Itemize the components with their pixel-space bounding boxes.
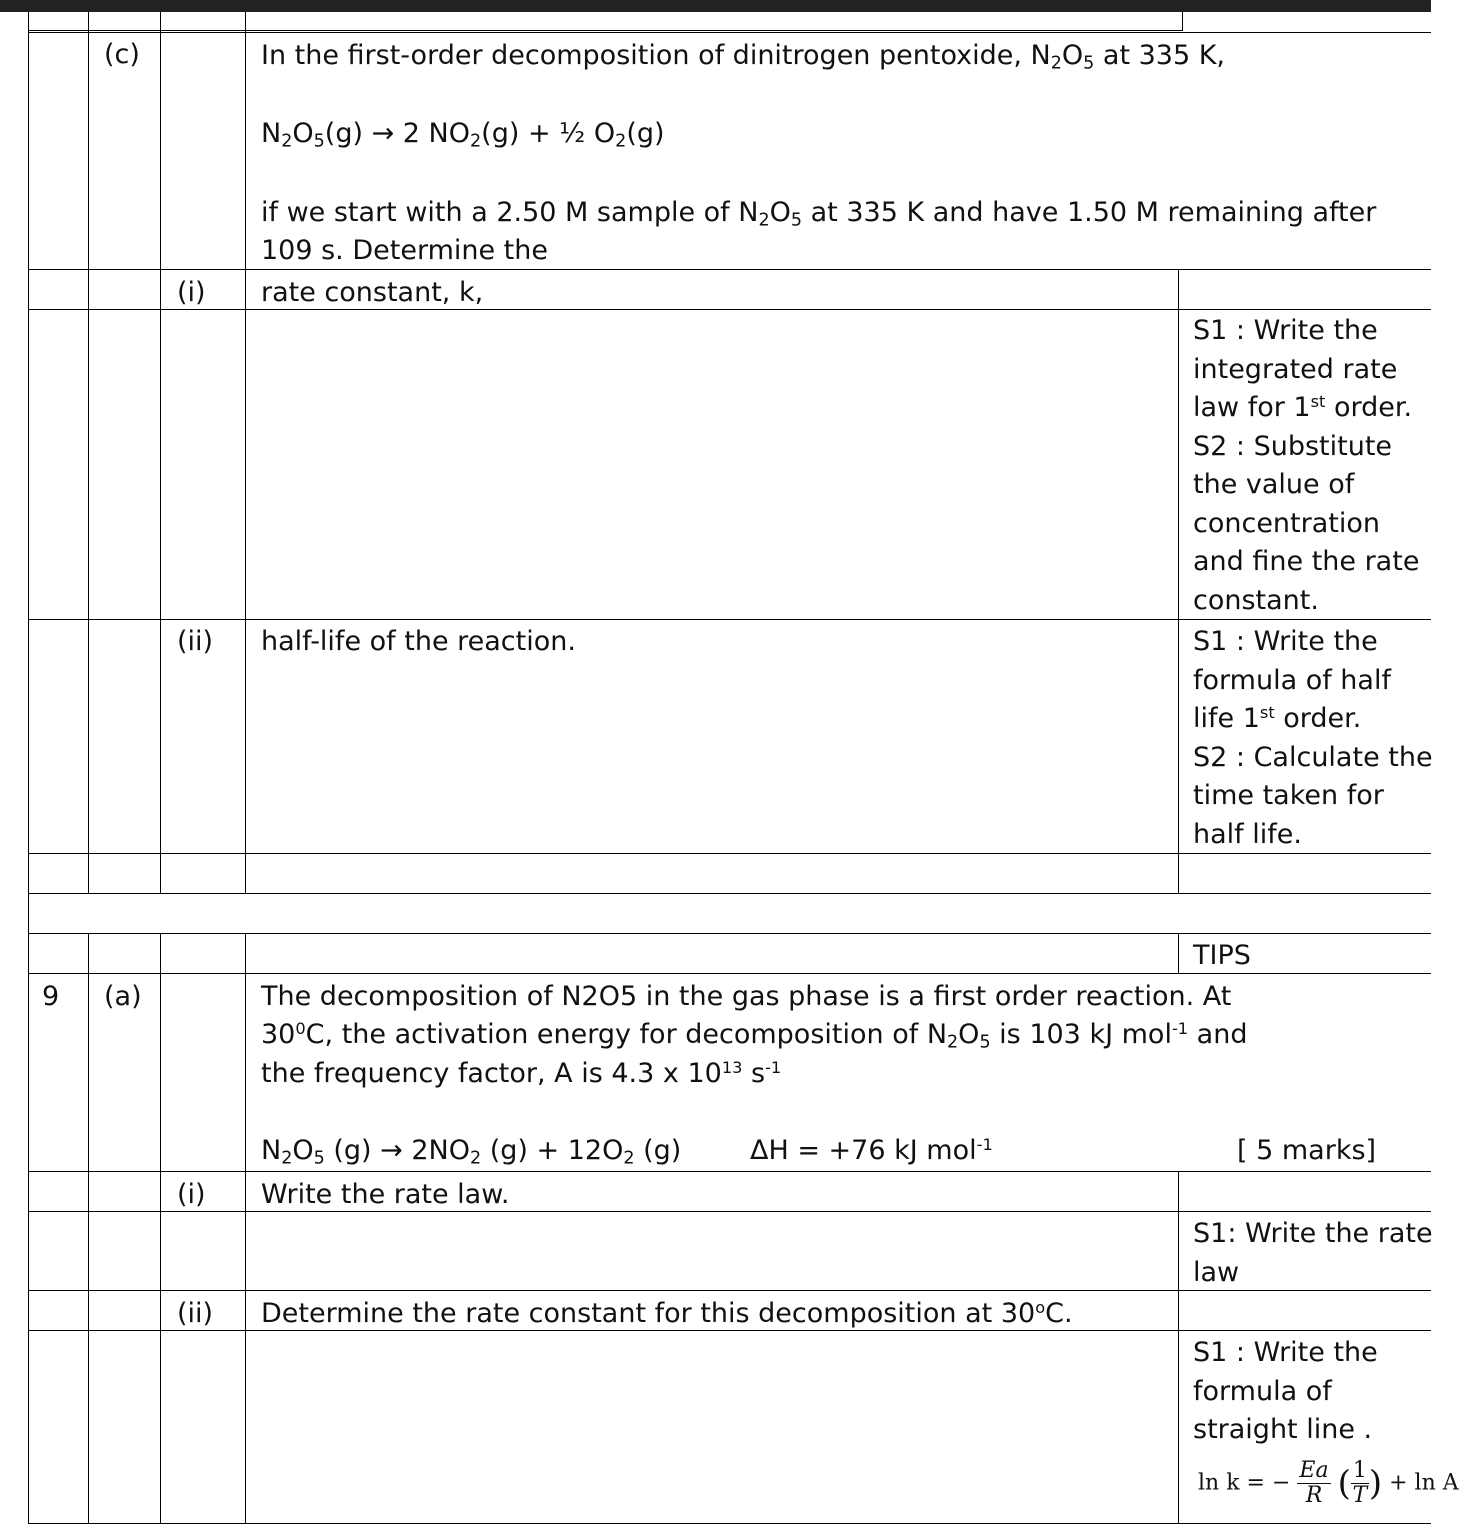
part-label-c: (c) bbox=[104, 39, 140, 70]
col-rule bbox=[160, 933, 161, 1524]
row-rule bbox=[28, 933, 1431, 934]
q9-tips-ii: S1 : Write the formula of straight line . bbox=[1193, 1337, 1378, 1445]
tips-steps-i: S1 : Write the integrated rate law for 1st order. S2 : Substitute the value of concentration and fine the rate constant. bbox=[1193, 315, 1420, 616]
question-number-9: 9 bbox=[42, 981, 60, 1012]
q9-enthalpy: ΔH = +76 kJ mol$^{-1}$ bbox=[750, 1135, 993, 1166]
q9-intro-line2: $30^0C$, the activation energy for decomposition of $N_2O_5$ is 103 kJ mol$^{-1}$ and bbox=[261, 1019, 1248, 1053]
col-rule bbox=[1178, 269, 1179, 894]
col-rule bbox=[1178, 933, 1179, 973]
tips-steps-ii: S1 : Write the formula of half life 1st order. S2 : Calculate the time taken for half life. bbox=[1193, 626, 1433, 850]
subpart-label-i: (i) bbox=[177, 277, 206, 308]
col-rule bbox=[245, 933, 246, 1524]
row-rule bbox=[28, 32, 1431, 33]
q9-equation: $N_2O_5$ $(g) \to 2NO_2$ $(g) + 12O_2$ (g) bbox=[261, 1135, 682, 1169]
row-rule bbox=[28, 269, 1431, 270]
q8c-statement-line2: 109 s. Determine the bbox=[261, 235, 548, 266]
row-rule bbox=[28, 893, 1431, 894]
window-top-bar bbox=[0, 0, 1431, 12]
q8c-intro: In the first-order decomposition of dinitrogen pentoxide, $N_2O_5$ at 335 K, bbox=[261, 40, 1226, 74]
row-rule bbox=[28, 309, 1431, 310]
fraction-ea-over-r: $\frac{Ea}{R}$ bbox=[1299, 1458, 1329, 1508]
fraction-one-over-t: $\frac{1}{T}$ bbox=[1352, 1458, 1368, 1508]
subpart-question-ii: half-life of the reaction. bbox=[261, 626, 576, 657]
arrhenius-formula: ln k = − $\frac{Ea}{R}$ ( $\frac{1}{T}$ ) + ln A bbox=[1198, 1458, 1459, 1508]
q8c-statement-line1: if we start with a 2.50 M sample of $N_2O_5$ at 335 K and have 1.50 M remaining after bbox=[261, 197, 1377, 231]
q9-subpart-label-i: (i) bbox=[177, 1179, 206, 1210]
col-rule bbox=[1178, 1171, 1179, 1524]
q9-marks: [ 5 marks] bbox=[1237, 1135, 1377, 1166]
col-rule bbox=[88, 12, 89, 894]
q8c-equation: $N_2O_5(g) \to 2$ $NO_2(g)$ + ½ $O_2(g)$ bbox=[261, 118, 665, 152]
row-rule bbox=[28, 30, 1183, 31]
row-rule bbox=[28, 1523, 1431, 1524]
q9-intro-line1: The decomposition of N2O5 in the gas phase is a first order reaction. At bbox=[261, 981, 1232, 1012]
row-rule bbox=[28, 1171, 1431, 1172]
col-rule bbox=[1182, 12, 1183, 30]
q9-subpart-label-ii: (ii) bbox=[177, 1298, 214, 1329]
subpart-label-ii: (ii) bbox=[177, 626, 214, 657]
q9-intro-line3: the frequency factor, A is 4.3 x $10^{13}$ $s^{-1}$ bbox=[261, 1058, 782, 1089]
q9-subpart-question-ii: Determine the rate constant for this decomposition at 30$^o$C. bbox=[261, 1298, 1073, 1329]
q9-tips-i: S1: Write the rate law bbox=[1193, 1218, 1433, 1288]
subpart-question-i: rate constant, k, bbox=[261, 277, 484, 308]
tips-header: TIPS bbox=[1193, 940, 1251, 971]
col-rule bbox=[88, 933, 89, 1524]
col-rule bbox=[28, 12, 29, 1524]
document-table bbox=[0, 12, 1459, 1531]
col-rule bbox=[160, 12, 161, 894]
part-label-a: (a) bbox=[104, 981, 142, 1012]
q9-subpart-question-i: Write the rate law. bbox=[261, 1179, 510, 1210]
row-rule bbox=[28, 1211, 1431, 1212]
col-rule bbox=[245, 12, 246, 894]
